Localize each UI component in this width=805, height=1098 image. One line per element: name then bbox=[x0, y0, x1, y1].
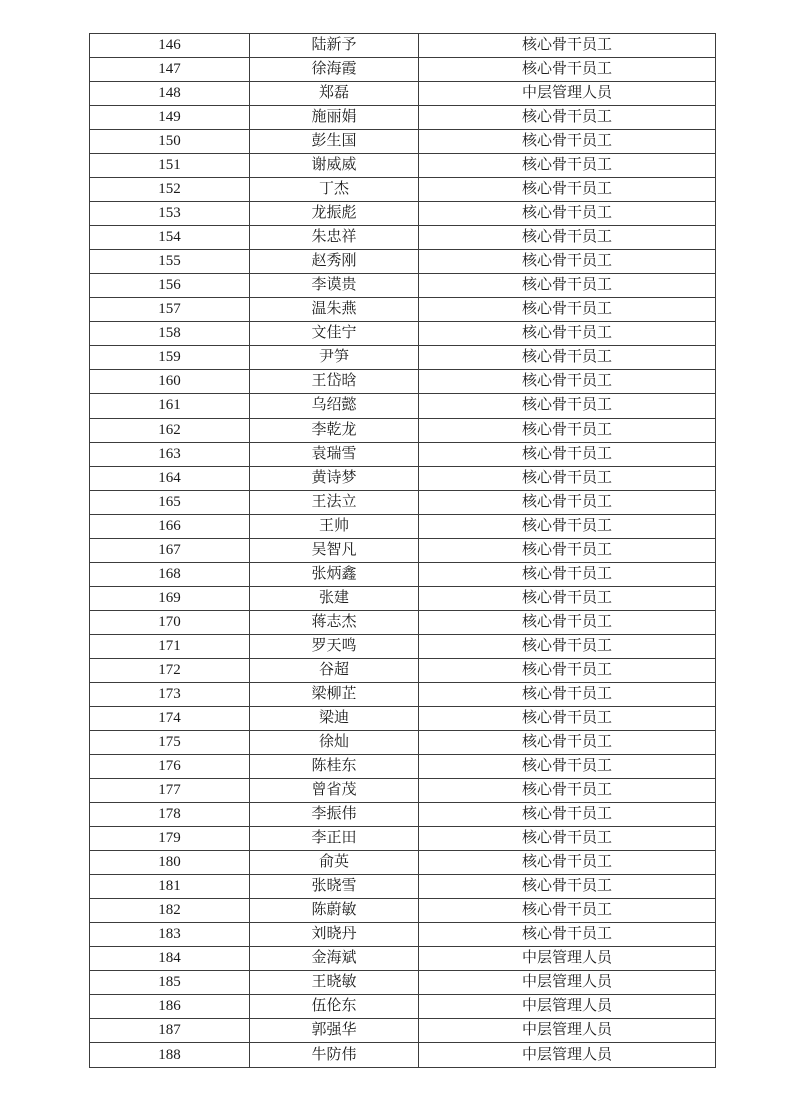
name-cell: 张晓雪 bbox=[250, 875, 419, 899]
category-cell: 核心骨干员工 bbox=[419, 778, 716, 802]
category-cell: 核心骨干员工 bbox=[419, 610, 716, 634]
row-number-cell: 155 bbox=[90, 250, 250, 274]
name-cell: 黄诗梦 bbox=[250, 466, 419, 490]
table-row bbox=[90, 1043, 716, 1068]
name-cell: 王帅 bbox=[250, 514, 419, 538]
table-row bbox=[90, 899, 716, 923]
row-number-cell: 182 bbox=[90, 899, 250, 923]
category-cell: 核心骨干员工 bbox=[419, 730, 716, 754]
name-cell: 朱忠祥 bbox=[250, 226, 419, 250]
name-cell: 彭生国 bbox=[250, 130, 419, 154]
row-number-cell: 168 bbox=[90, 562, 250, 586]
category-cell: 中层管理人员 bbox=[419, 1019, 716, 1043]
row-number-cell: 169 bbox=[90, 586, 250, 610]
category-cell: 中层管理人员 bbox=[419, 1043, 716, 1068]
table-row bbox=[90, 971, 716, 995]
name-cell: 王法立 bbox=[250, 490, 419, 514]
table-row bbox=[90, 130, 716, 154]
table-row bbox=[90, 586, 716, 610]
name-cell: 刘晓丹 bbox=[250, 923, 419, 947]
name-cell: 梁迪 bbox=[250, 706, 419, 730]
row-number-cell: 170 bbox=[90, 610, 250, 634]
row-number-cell: 185 bbox=[90, 971, 250, 995]
row-number-cell: 147 bbox=[90, 58, 250, 82]
row-number-cell: 150 bbox=[90, 130, 250, 154]
table-row bbox=[90, 995, 716, 1019]
table-row bbox=[90, 346, 716, 370]
row-number-cell: 166 bbox=[90, 514, 250, 538]
table-row bbox=[90, 322, 716, 346]
table-row bbox=[90, 514, 716, 538]
category-cell: 中层管理人员 bbox=[419, 82, 716, 106]
table-row bbox=[90, 106, 716, 130]
name-cell: 陈蔚敏 bbox=[250, 899, 419, 923]
table-row bbox=[90, 442, 716, 466]
name-cell: 罗天鸣 bbox=[250, 634, 419, 658]
table-row bbox=[90, 1019, 716, 1043]
category-cell: 核心骨干员工 bbox=[419, 418, 716, 442]
row-number-cell: 154 bbox=[90, 226, 250, 250]
name-cell: 王岱晗 bbox=[250, 370, 419, 394]
name-cell: 俞英 bbox=[250, 851, 419, 875]
table-row bbox=[90, 851, 716, 875]
name-cell: 梁柳芷 bbox=[250, 682, 419, 706]
name-cell: 王晓敏 bbox=[250, 971, 419, 995]
row-number-cell: 151 bbox=[90, 154, 250, 178]
row-number-cell: 175 bbox=[90, 730, 250, 754]
row-number-cell: 156 bbox=[90, 274, 250, 298]
name-cell: 徐灿 bbox=[250, 730, 419, 754]
row-number-cell: 179 bbox=[90, 827, 250, 851]
name-cell: 李乾龙 bbox=[250, 418, 419, 442]
table-row bbox=[90, 923, 716, 947]
row-number-cell: 174 bbox=[90, 706, 250, 730]
row-number-cell: 173 bbox=[90, 682, 250, 706]
table-row bbox=[90, 370, 716, 394]
table-row bbox=[90, 82, 716, 106]
category-cell: 核心骨干员工 bbox=[419, 298, 716, 322]
category-cell: 核心骨干员工 bbox=[419, 34, 716, 58]
name-cell: 曾省茂 bbox=[250, 778, 419, 802]
row-number-cell: 158 bbox=[90, 322, 250, 346]
category-cell: 核心骨干员工 bbox=[419, 658, 716, 682]
table-row bbox=[90, 298, 716, 322]
table-row bbox=[90, 706, 716, 730]
table-row bbox=[90, 466, 716, 490]
name-cell: 温朱燕 bbox=[250, 298, 419, 322]
row-number-cell: 167 bbox=[90, 538, 250, 562]
category-cell: 中层管理人员 bbox=[419, 971, 716, 995]
table-row bbox=[90, 610, 716, 634]
row-number-cell: 160 bbox=[90, 370, 250, 394]
table-row bbox=[90, 682, 716, 706]
table-row bbox=[90, 730, 716, 754]
category-cell: 核心骨干员工 bbox=[419, 130, 716, 154]
table-row bbox=[90, 754, 716, 778]
category-cell: 核心骨干员工 bbox=[419, 923, 716, 947]
table-row bbox=[90, 947, 716, 971]
employee-table-body bbox=[90, 34, 716, 1068]
table-row bbox=[90, 178, 716, 202]
row-number-cell: 146 bbox=[90, 34, 250, 58]
category-cell: 核心骨干员工 bbox=[419, 202, 716, 226]
table-row bbox=[90, 250, 716, 274]
category-cell: 核心骨干员工 bbox=[419, 274, 716, 298]
table-row bbox=[90, 803, 716, 827]
row-number-cell: 159 bbox=[90, 346, 250, 370]
table-row bbox=[90, 418, 716, 442]
table-row bbox=[90, 875, 716, 899]
row-number-cell: 186 bbox=[90, 995, 250, 1019]
row-number-cell: 161 bbox=[90, 394, 250, 418]
category-cell: 核心骨干员工 bbox=[419, 490, 716, 514]
name-cell: 龙振彪 bbox=[250, 202, 419, 226]
category-cell: 核心骨干员工 bbox=[419, 58, 716, 82]
category-cell: 核心骨干员工 bbox=[419, 322, 716, 346]
row-number-cell: 149 bbox=[90, 106, 250, 130]
name-cell: 牛防伟 bbox=[250, 1043, 419, 1068]
name-cell: 陆新予 bbox=[250, 34, 419, 58]
name-cell: 李谟贵 bbox=[250, 274, 419, 298]
name-cell: 徐海霞 bbox=[250, 58, 419, 82]
row-number-cell: 177 bbox=[90, 778, 250, 802]
name-cell: 吴智凡 bbox=[250, 538, 419, 562]
row-number-cell: 178 bbox=[90, 803, 250, 827]
category-cell: 核心骨干员工 bbox=[419, 875, 716, 899]
name-cell: 李振伟 bbox=[250, 803, 419, 827]
row-number-cell: 180 bbox=[90, 851, 250, 875]
category-cell: 中层管理人员 bbox=[419, 995, 716, 1019]
row-number-cell: 188 bbox=[90, 1043, 250, 1068]
category-cell: 核心骨干员工 bbox=[419, 586, 716, 610]
name-cell: 施丽娟 bbox=[250, 106, 419, 130]
name-cell: 袁瑞雪 bbox=[250, 442, 419, 466]
name-cell: 伍伦东 bbox=[250, 995, 419, 1019]
category-cell: 核心骨干员工 bbox=[419, 899, 716, 923]
row-number-cell: 176 bbox=[90, 754, 250, 778]
table-row bbox=[90, 34, 716, 58]
table-row bbox=[90, 658, 716, 682]
table-row bbox=[90, 58, 716, 82]
name-cell: 郑磊 bbox=[250, 82, 419, 106]
name-cell: 文佳宁 bbox=[250, 322, 419, 346]
row-number-cell: 157 bbox=[90, 298, 250, 322]
category-cell: 核心骨干员工 bbox=[419, 154, 716, 178]
category-cell: 核心骨干员工 bbox=[419, 634, 716, 658]
name-cell: 谷超 bbox=[250, 658, 419, 682]
category-cell: 核心骨干员工 bbox=[419, 514, 716, 538]
category-cell: 核心骨干员工 bbox=[419, 682, 716, 706]
name-cell: 蒋志杰 bbox=[250, 610, 419, 634]
category-cell: 核心骨干员工 bbox=[419, 346, 716, 370]
table-row bbox=[90, 154, 716, 178]
name-cell: 陈桂东 bbox=[250, 754, 419, 778]
row-number-cell: 152 bbox=[90, 178, 250, 202]
name-cell: 丁杰 bbox=[250, 178, 419, 202]
row-number-cell: 148 bbox=[90, 82, 250, 106]
category-cell: 核心骨干员工 bbox=[419, 466, 716, 490]
table-row bbox=[90, 634, 716, 658]
table-row bbox=[90, 562, 716, 586]
name-cell: 乌绍懿 bbox=[250, 394, 419, 418]
category-cell: 核心骨干员工 bbox=[419, 178, 716, 202]
row-number-cell: 163 bbox=[90, 442, 250, 466]
category-cell: 核心骨干员工 bbox=[419, 106, 716, 130]
category-cell: 核心骨干员工 bbox=[419, 706, 716, 730]
row-number-cell: 184 bbox=[90, 947, 250, 971]
table-row bbox=[90, 394, 716, 418]
category-cell: 核心骨干员工 bbox=[419, 851, 716, 875]
category-cell: 核心骨干员工 bbox=[419, 394, 716, 418]
table-row bbox=[90, 226, 716, 250]
row-number-cell: 183 bbox=[90, 923, 250, 947]
category-cell: 核心骨干员工 bbox=[419, 226, 716, 250]
name-cell: 张建 bbox=[250, 586, 419, 610]
category-cell: 中层管理人员 bbox=[419, 947, 716, 971]
category-cell: 核心骨干员工 bbox=[419, 250, 716, 274]
row-number-cell: 162 bbox=[90, 418, 250, 442]
row-number-cell: 164 bbox=[90, 466, 250, 490]
category-cell: 核心骨干员工 bbox=[419, 538, 716, 562]
category-cell: 核心骨干员工 bbox=[419, 562, 716, 586]
table-row bbox=[90, 274, 716, 298]
category-cell: 核心骨干员工 bbox=[419, 803, 716, 827]
category-cell: 核心骨干员工 bbox=[419, 442, 716, 466]
name-cell: 李正田 bbox=[250, 827, 419, 851]
row-number-cell: 187 bbox=[90, 1019, 250, 1043]
row-number-cell: 171 bbox=[90, 634, 250, 658]
category-cell: 核心骨干员工 bbox=[419, 370, 716, 394]
table-row bbox=[90, 490, 716, 514]
table-row bbox=[90, 778, 716, 802]
name-cell: 张炳鑫 bbox=[250, 562, 419, 586]
name-cell: 谢威威 bbox=[250, 154, 419, 178]
name-cell: 金海斌 bbox=[250, 947, 419, 971]
row-number-cell: 165 bbox=[90, 490, 250, 514]
name-cell: 赵秀刚 bbox=[250, 250, 419, 274]
category-cell: 核心骨干员工 bbox=[419, 754, 716, 778]
employee-table bbox=[89, 33, 716, 1068]
row-number-cell: 153 bbox=[90, 202, 250, 226]
table-row bbox=[90, 538, 716, 562]
category-cell: 核心骨干员工 bbox=[419, 827, 716, 851]
name-cell: 郭强华 bbox=[250, 1019, 419, 1043]
row-number-cell: 172 bbox=[90, 658, 250, 682]
table-row bbox=[90, 827, 716, 851]
name-cell: 尹笋 bbox=[250, 346, 419, 370]
row-number-cell: 181 bbox=[90, 875, 250, 899]
table-row bbox=[90, 202, 716, 226]
